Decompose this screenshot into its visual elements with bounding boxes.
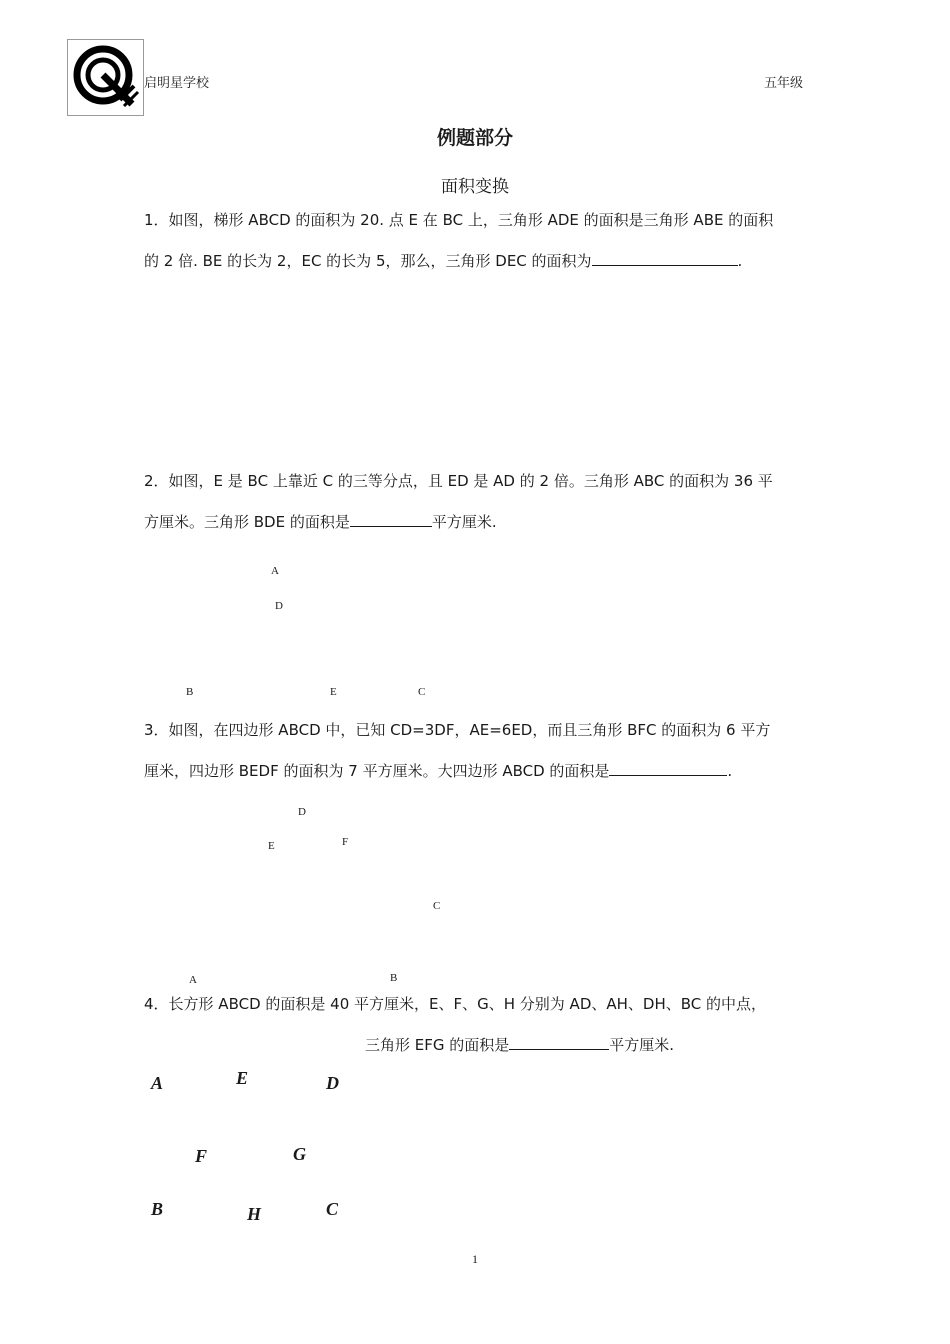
q2-answer-blank — [350, 511, 432, 527]
q2-point-a: A — [271, 565, 279, 577]
q3-line2-wrap — [144, 760, 732, 781]
q4-point-a: A — [151, 1073, 164, 1093]
q-logo-icon — [68, 40, 143, 115]
q4-line1: 4．长方形 ABCD 的面积是 40 平方厘米，E、F、G、H 分别为 AD、AH、DH、BC 的中点， — [144, 995, 767, 1013]
q1-line1: 1．如图，梯形 ABCD 的面积为 20. 点 E 在 BC 上，三角形 ADE 的面积是三角形 ABE 的面积 — [144, 211, 774, 229]
q2-line1: 2．如图，E 是 BC 上靠近 C 的三等分点，且 ED 是 AD 的 2 倍。三角形 ABC 的面积为 36 平 — [144, 472, 773, 490]
q3-point-d: D — [298, 806, 306, 818]
grade-label: 五年级 — [764, 76, 804, 91]
q4-point-d: D — [326, 1073, 339, 1093]
q1-end: . — [737, 252, 743, 270]
q2-line2: 方厘米。三角形 BDE 的面积是 — [144, 513, 350, 531]
q2-end: 平方厘米. — [431, 513, 497, 531]
q3-point-f: F — [342, 836, 349, 848]
q3-end: . — [727, 762, 733, 780]
page-number: 1 — [472, 1252, 478, 1266]
q2-point-c: C — [418, 686, 426, 698]
q1-line2-wrap — [144, 250, 742, 271]
q4-line2: 三角形 EFG 的面积是 — [365, 1036, 510, 1054]
q3-answer-blank — [609, 760, 727, 776]
q4-point-e: E — [236, 1068, 249, 1088]
q3-point-b: B — [390, 972, 398, 984]
q2-point-d: D — [275, 600, 283, 612]
q1-line2: 的 2 倍. BE 的长为 2，EC 的长为 5，那么，三角形 DEC 的面积为 — [144, 252, 592, 270]
q3-point-c: C — [433, 900, 441, 912]
q3-point-a: A — [189, 974, 197, 986]
school-name: 启明星学校 — [144, 76, 210, 91]
q4-answer-blank — [509, 1034, 609, 1050]
page-title: 例题部分 — [436, 127, 513, 149]
q2-line2-wrap — [144, 511, 497, 532]
section-subtitle: 面积变换 — [441, 177, 509, 197]
q2-point-e: E — [330, 686, 337, 698]
q4-point-c: C — [326, 1199, 339, 1219]
school-logo — [67, 39, 144, 116]
q4-line2-wrap — [365, 1034, 674, 1055]
q4-point-f: F — [195, 1146, 208, 1166]
q3-point-e: E — [268, 840, 275, 852]
q1-answer-blank — [592, 250, 738, 266]
q4-end: 平方厘米. — [609, 1036, 675, 1054]
q4-point-g: G — [293, 1144, 306, 1164]
q3-line2: 厘米，四边形 BEDF 的面积为 7 平方厘米。大四边形 ABCD 的面积是 — [144, 762, 610, 780]
q3-line1: 3．如图，在四边形 ABCD 中，已知 CD=3DF，AE=6ED，而且三角形 BFC 的面积为 6 平方 — [144, 721, 771, 739]
q2-point-b: B — [186, 686, 194, 698]
q4-point-h: H — [247, 1204, 262, 1224]
q4-point-b: B — [151, 1199, 164, 1219]
